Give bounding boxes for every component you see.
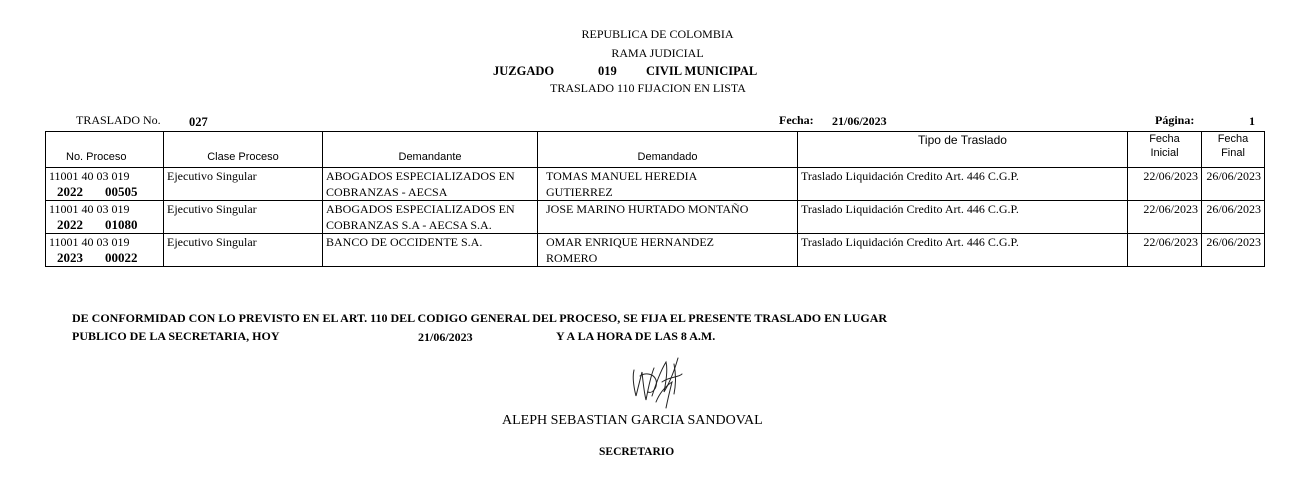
col-header-fecha-inicial [1128,132,1202,168]
proceso-code: 11001 40 03 019 [49,202,130,216]
cell-demandante [323,201,538,234]
demandante-line1: ABOGADOS ESPECIALIZADOS EN [326,202,515,216]
demandante-line2: COBRANZAS - AECSA [326,185,448,199]
cell-tipo-traslado: Traslado Liquidación Credito Art. 446 C.G.P. [798,201,1128,234]
footer-statement-line1: DE CONFORMIDAD CON LO PREVISTO EN EL ART. 110 DEL CODIGO GENERAL DEL PROCESO, SE FIJA EL PRESENTE TRASLADO EN LUGAR [72,311,888,325]
demandante-line1: BANCO DE OCCIDENTE S.A. [326,235,483,249]
footer-statement-date: 21/06/2023 [418,330,473,344]
cell-clase-proceso: Ejecutivo Singular [164,201,323,234]
header-juzgado-number: 019 [598,64,617,78]
traslado-label: TRASLADO No. [76,113,161,127]
demandante-line2: COBRANZAS S.A - AECSA S.A. [326,218,492,232]
demandado-line1: OMAR ENRIQUE HERNANDEZ [546,235,714,249]
demandado-line1: JOSE MARINO HURTADO MONTAÑO [546,202,749,216]
cell-demandado [538,168,798,201]
header-traslado-title: TRASLADO 110 FIJACION EN LISTA [550,81,746,95]
header-republica: REPUBLICA DE COLOMBIA [581,27,734,41]
cell-no-proceso [46,168,164,201]
proceso-year: 2022 [57,217,83,232]
footer-statement-hour: Y A LA HORA DE LAS 8 A.M. [556,329,716,343]
demandante-line1: ABOGADOS ESPECIALIZADOS EN [326,169,515,183]
col-header-fecha-final-line1: Fecha [1217,133,1249,145]
header-rama-judicial: RAMA JUDICIAL [611,46,704,60]
table-header-row [46,132,1265,168]
col-header-fecha-final [1202,132,1265,168]
cell-clase-proceso: Ejecutivo Singular [164,234,323,267]
proceso-number: 01080 [105,217,138,232]
cell-fecha-inicial: 22/06/2023 [1128,234,1202,267]
proceso-year: 2022 [57,184,83,199]
col-header-demandante: Demandante [323,132,538,168]
cell-fecha-final: 26/06/2023 [1202,234,1265,267]
cell-no-proceso [46,201,164,234]
fecha-value: 21/06/2023 [832,114,887,128]
demandado-line1: TOMAS MANUEL HEREDIA [546,169,698,183]
fecha-label: Fecha: [779,113,814,127]
cell-demandado [538,234,798,267]
table-row [46,234,1265,267]
table-row [46,201,1265,234]
pagina-value: 1 [1249,114,1255,128]
table-row [46,168,1265,201]
col-header-no-proceso: No. Proceso [46,132,164,168]
col-header-fecha-inicial-line1: Fecha [1149,133,1180,145]
cell-fecha-final: 26/06/2023 [1202,201,1265,234]
signature-image [626,352,692,412]
demandado-line2: ROMERO [546,251,598,265]
proceso-number: 00022 [105,250,138,265]
cell-demandante [323,234,538,267]
proceso-code: 11001 40 03 019 [49,169,130,183]
signer-title: SECRETARIO [599,446,675,458]
col-header-clase-proceso: Clase Proceso [164,132,323,168]
cell-fecha-final: 26/06/2023 [1202,168,1265,201]
traslado-value: 027 [189,115,208,129]
proceso-year: 2023 [57,250,83,265]
cell-tipo-traslado: Traslado Liquidación Credito Art. 446 C.G.P. [798,168,1128,201]
cell-clase-proceso: Ejecutivo Singular [164,168,323,201]
cell-fecha-inicial: 22/06/2023 [1128,168,1202,201]
cell-no-proceso [46,234,164,267]
demandado-line2: GUTIERREZ [546,185,613,199]
col-header-fecha-inicial-line2: Inicial [1150,147,1179,159]
header-juzgado-type: CIVIL MUNICIPAL [646,64,758,78]
cell-demandado [538,201,798,234]
traslado-table [45,131,1265,267]
cell-demandante [323,168,538,201]
col-header-tipo-traslado: Tipo de Traslado [798,132,1128,168]
col-header-fecha-final-line2: Final [1221,147,1245,159]
signer-name: ALEPH SEBASTIAN GARCIA SANDOVAL [502,413,763,428]
proceso-code: 11001 40 03 019 [49,235,130,249]
footer-statement-line2: PUBLICO DE LA SECRETARIA, HOY [72,329,280,343]
cell-tipo-traslado: Traslado Liquidación Credito Art. 446 C.G.P. [798,234,1128,267]
cell-fecha-inicial: 22/06/2023 [1128,201,1202,234]
proceso-number: 00505 [105,184,138,199]
pagina-label: Página: [1155,113,1195,127]
header-juzgado-label: JUZGADO [493,64,555,78]
col-header-demandado: Demandado [538,132,798,168]
